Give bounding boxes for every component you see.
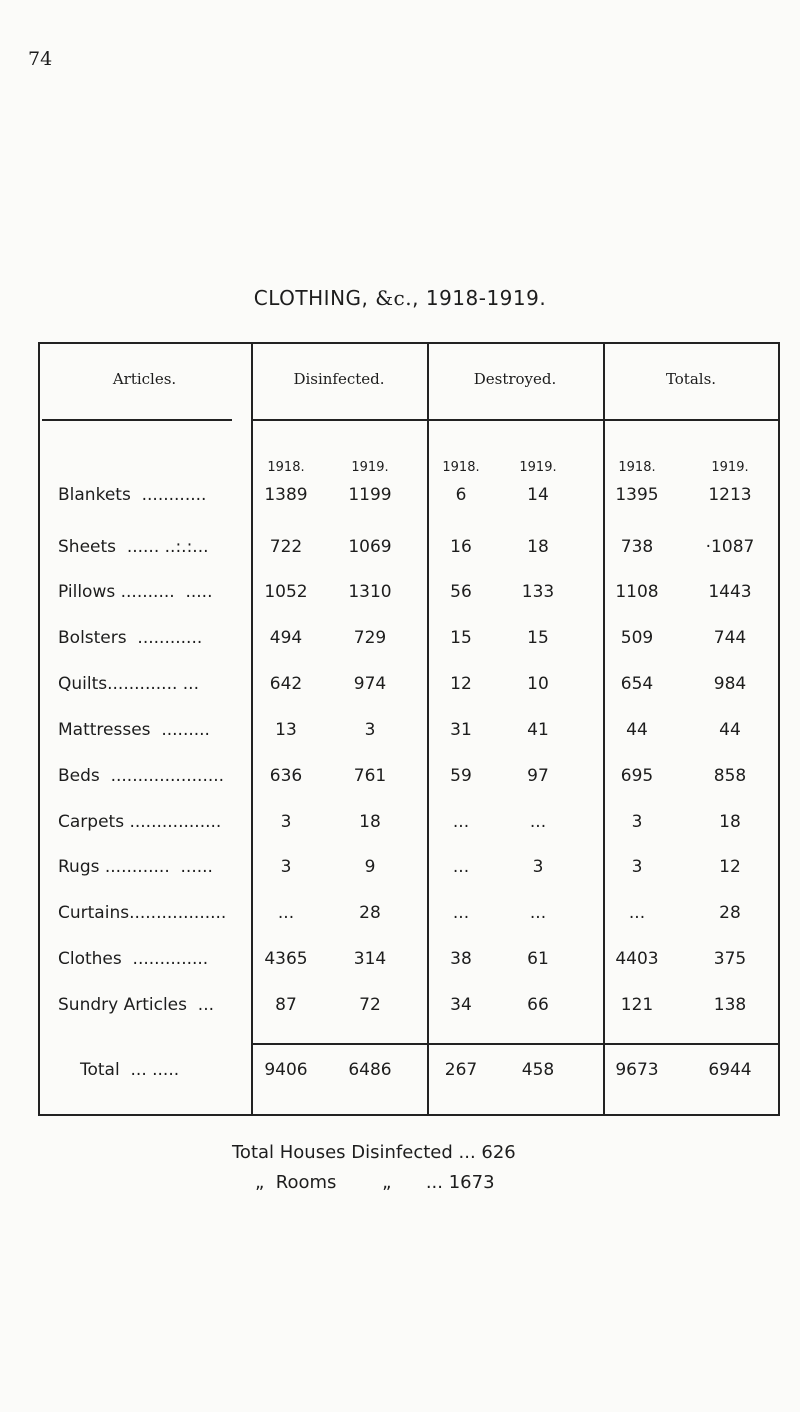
row-label: Sheets ...... ..:.:... [58, 537, 209, 557]
cell-disinfected-1918: 1389 [264, 485, 308, 505]
title-years: , 1918-1919. [412, 286, 547, 310]
cell-totals-1918: ... [628, 903, 646, 923]
year-disinfected-1918: 1918. [267, 460, 305, 475]
cell-disinfected-1919: 761 [353, 766, 387, 786]
cell-destroyed-1918: 56 [450, 582, 472, 602]
cell-totals-1918: 1395 [615, 485, 659, 505]
cell-totals-1919: 12 [719, 857, 741, 877]
cell-destroyed-1919: 66 [527, 995, 549, 1015]
cell-destroyed-1918: 38 [450, 949, 472, 969]
cell-destroyed-1918: 6 [455, 485, 467, 505]
row-label: Carpets ................. [58, 812, 222, 832]
cell-destroyed-1919: 41 [527, 720, 549, 740]
cell-totals-1918: 695 [620, 766, 654, 786]
cell-destroyed-1918: 16 [450, 537, 472, 557]
cell-destroyed-1919: 3 [532, 857, 544, 877]
cell-destroyed-1918: ... [452, 903, 470, 923]
total-destroyed-1919: 458 [521, 1060, 555, 1080]
cell-totals-1918: 3 [631, 857, 643, 877]
footer-houses-disinfected: Total Houses Disinfected ... 626 [232, 1142, 516, 1163]
cell-disinfected-1919: 974 [353, 674, 387, 694]
header-underline-values [252, 419, 778, 421]
total-disinfected-1919: 6486 [348, 1060, 392, 1080]
table-left-border [38, 342, 40, 1116]
header-underline-articles [42, 419, 232, 421]
year-destroyed-1919: 1919. [519, 460, 557, 475]
header-destroyed: Destroyed. [473, 370, 557, 388]
cell-disinfected-1918: 636 [269, 766, 303, 786]
row-label: Sundry Articles ... [58, 995, 214, 1015]
row-label: Blankets ............ [58, 485, 207, 505]
cell-disinfected-1918: 13 [275, 720, 297, 740]
cell-destroyed-1919: ... [529, 903, 547, 923]
cell-totals-1918: 1108 [615, 582, 659, 602]
cell-disinfected-1919: 729 [353, 628, 387, 648]
cell-destroyed-1918: 12 [450, 674, 472, 694]
cell-totals-1918: 509 [620, 628, 654, 648]
cell-destroyed-1919: 15 [527, 628, 549, 648]
cell-disinfected-1919: 9 [364, 857, 376, 877]
cell-destroyed-1919: 10 [527, 674, 549, 694]
cell-disinfected-1919: 1310 [348, 582, 392, 602]
cell-totals-1918: 121 [620, 995, 654, 1015]
row-label: Beds ..................... [58, 766, 225, 786]
cell-totals-1918: 4403 [615, 949, 659, 969]
header-articles: Articles. [112, 370, 177, 388]
cell-destroyed-1918: 31 [450, 720, 472, 740]
row-label: Pillows .......... ..... [58, 582, 213, 602]
total-rule [252, 1043, 778, 1045]
table-top-border [38, 342, 779, 344]
cell-disinfected-1919: 1069 [348, 537, 392, 557]
row-label: Bolsters ............ [58, 628, 203, 648]
cell-totals-1919: 28 [719, 903, 741, 923]
row-label: Quilts............. ... [58, 674, 199, 694]
footer-rooms-disinfected: „ Rooms „ ... 1673 [255, 1172, 495, 1193]
cell-disinfected-1918: 1052 [264, 582, 308, 602]
cell-disinfected-1918: 3 [280, 857, 292, 877]
cell-totals-1919: 1443 [708, 582, 752, 602]
cell-totals-1919: 744 [713, 628, 747, 648]
cell-totals-1919: 375 [713, 949, 747, 969]
cell-disinfected-1919: 28 [359, 903, 381, 923]
row-label: Mattresses ......... [58, 720, 210, 740]
total-totals-1918: 9673 [615, 1060, 659, 1080]
cell-disinfected-1919: 18 [359, 812, 381, 832]
cell-totals-1919: ·1087 [705, 537, 755, 557]
cell-disinfected-1918: 4365 [264, 949, 308, 969]
cell-destroyed-1918: 15 [450, 628, 472, 648]
table-right-border [778, 342, 780, 1116]
cell-totals-1919: 1213 [708, 485, 752, 505]
year-totals-1919: 1919. [711, 460, 749, 475]
cell-totals-1919: 138 [713, 995, 747, 1015]
cell-destroyed-1919: 61 [527, 949, 549, 969]
cell-disinfected-1919: 72 [359, 995, 381, 1015]
cell-disinfected-1918: 642 [269, 674, 303, 694]
cell-destroyed-1919: 133 [521, 582, 555, 602]
cell-disinfected-1918: 494 [269, 628, 303, 648]
cell-disinfected-1918: 722 [269, 537, 303, 557]
year-disinfected-1919: 1919. [351, 460, 389, 475]
header-totals: Totals. [665, 370, 717, 388]
cell-destroyed-1919: ... [529, 812, 547, 832]
cell-totals-1919: 984 [713, 674, 747, 694]
total-totals-1919: 6944 [708, 1060, 752, 1080]
cell-destroyed-1918: ... [452, 812, 470, 832]
cell-destroyed-1919: 97 [527, 766, 549, 786]
cell-totals-1919: 858 [713, 766, 747, 786]
cell-disinfected-1919: 314 [353, 949, 387, 969]
cell-disinfected-1918: ... [277, 903, 295, 923]
total-destroyed-1918: 267 [444, 1060, 478, 1080]
row-label: Curtains.................. [58, 903, 227, 923]
cell-disinfected-1919: 1199 [348, 485, 392, 505]
total-label: Total ... ..... [80, 1060, 180, 1080]
cell-totals-1919: 44 [719, 720, 741, 740]
cell-destroyed-1918: ... [452, 857, 470, 877]
cell-destroyed-1919: 14 [527, 485, 549, 505]
cell-totals-1918: 44 [626, 720, 648, 740]
cell-disinfected-1919: 3 [364, 720, 376, 740]
title-main: CLOTHING, [253, 286, 376, 310]
cell-destroyed-1918: 34 [450, 995, 472, 1015]
cell-totals-1918: 3 [631, 812, 643, 832]
header-disinfected: Disinfected. [293, 370, 385, 388]
cell-disinfected-1918: 87 [275, 995, 297, 1015]
cell-disinfected-1918: 3 [280, 812, 292, 832]
title-amp: &c. [375, 286, 413, 310]
cell-destroyed-1918: 59 [450, 766, 472, 786]
page-title [0, 286, 800, 310]
table-bottom-border [38, 1114, 779, 1116]
page-number: 74 [28, 48, 53, 70]
year-totals-1918: 1918. [618, 460, 656, 475]
cell-totals-1918: 654 [620, 674, 654, 694]
year-destroyed-1918: 1918. [442, 460, 480, 475]
row-label: Clothes .............. [58, 949, 209, 969]
row-label: Rugs ............ ...... [58, 857, 213, 877]
cell-destroyed-1919: 18 [527, 537, 549, 557]
cell-totals-1918: 738 [620, 537, 654, 557]
cell-totals-1919: 18 [719, 812, 741, 832]
total-disinfected-1918: 9406 [264, 1060, 308, 1080]
